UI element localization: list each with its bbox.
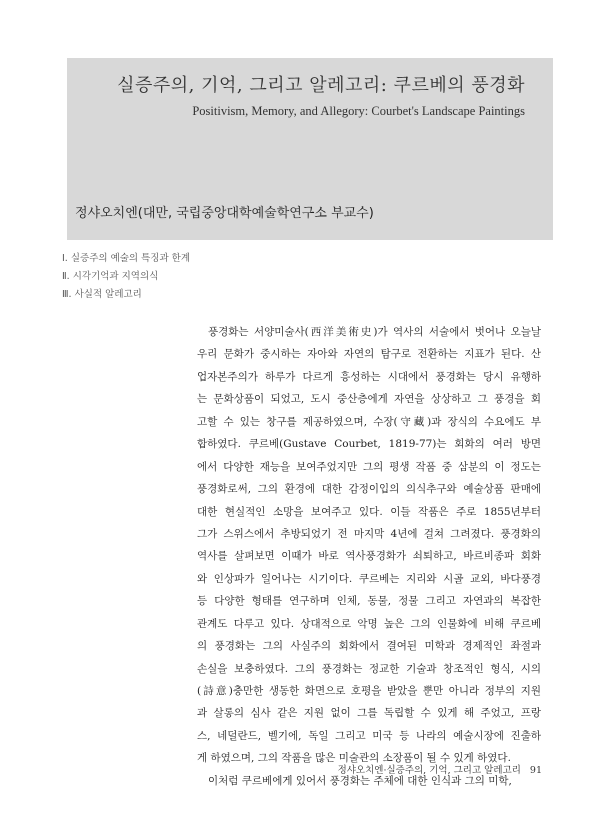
body-line: 관계도 다루고 있다. 상대적으로 악명 높은 그의 인물화에 비해 쿠르베 bbox=[197, 617, 541, 630]
toc-item-3: Ⅲ. 사실적 알레고리 bbox=[62, 289, 142, 300]
body-line: 게 하였으며, 그의 작품을 많은 미술관의 소장품이 될 수 있게 하였다. bbox=[197, 752, 511, 765]
body-line: 합하였다. 쿠르베(Gustave Courbet, 1819-77)는 회화의 여러 방면 bbox=[197, 438, 541, 451]
author-byline: 정샤오치엔(대만, 국립중앙대학예술학연구소 부교수) bbox=[75, 206, 374, 221]
body-line: 역사를 살펴보면 이때가 바로 역사풍경화가 쇠퇴하고, 바르비종파 회화 bbox=[197, 550, 541, 563]
article-title-korean: 실증주의, 기억, 그리고 알레고리: 쿠르베의 풍경화 bbox=[117, 75, 525, 96]
body-line: 는 문화상품이 되었고, 도시 중산층에게 자연을 상상하고 그 풍경을 회 bbox=[197, 393, 541, 406]
body-line: 와 인상파가 일어나는 시기이다. 쿠르베는 지리와 시골 교외, 바다풍경 bbox=[197, 572, 541, 585]
table-of-contents bbox=[62, 250, 190, 304]
body-line: 손실을 보충하였다. 그의 풍경화는 정교한 기술과 창조적인 형식, 시의 bbox=[197, 662, 541, 675]
body-line: 업자본주의가 하루가 다르게 흥성하는 시대에서 풍경화는 당시 유행하 bbox=[197, 370, 541, 383]
page-number: 91 bbox=[529, 765, 542, 776]
body-line: 그가 스위스에서 추방되었기 전 마지막 4년에 걸쳐 그려졌다. 풍경화의 bbox=[197, 527, 541, 540]
body-line: 스, 네덜란드, 벨기에, 독일 그리고 미국 등 나라의 예술시장에 진출하 bbox=[197, 729, 541, 742]
article-title-english: Positivism, Memory, and Allegory: Courbet's Landscape Paintings bbox=[192, 104, 525, 118]
body-text bbox=[197, 321, 541, 792]
body-line: 우리 문화가 중시하는 자아와 자연의 탐구로 전환하는 지표가 된다. 산 bbox=[197, 348, 541, 361]
body-line: 이처럼 쿠르베에게 있어서 풍경화는 주체에 대한 인식과 그의 미학, bbox=[208, 774, 512, 787]
body-line: 의 풍경화는 그의 사실주의 회화에서 결여된 미학과 경제적인 좌절과 bbox=[197, 640, 541, 653]
body-line: 과 살롱의 심사 같은 지원 없이 그를 독립할 수 있게 해 주었고, 프랑 bbox=[197, 707, 541, 720]
toc-item-2: Ⅱ. 시각기억과 지역의식 bbox=[62, 271, 159, 282]
body-line: (詩意)충만한 생동한 화면으로 호평을 받았을 뿐만 아니라 정부의 지원 bbox=[197, 685, 541, 697]
title-header-band bbox=[67, 58, 553, 240]
body-line: 풍경화는 서양미술사(西洋美術史)가 역사의 서술에서 벗어나 오늘날 bbox=[208, 326, 541, 338]
body-line: 풍경화로써, 그의 환경에 대한 감정이입의 의식추구와 예술상품 판매에 bbox=[197, 483, 541, 496]
body-line: 등 다양한 형태를 연구하며 인체, 동물, 정물 그리고 자연과의 복잡한 bbox=[197, 595, 541, 608]
page-footer bbox=[338, 762, 542, 776]
toc-item-1: Ⅰ. 실증주의 예술의 특징과 한계 bbox=[62, 253, 191, 264]
running-head: 정샤오치엔·실증주의, 기억, 그리고 알레고리 bbox=[337, 765, 521, 776]
body-line: 에서 다양한 재능을 보여주었지만 그의 평생 작품 중 삼분의 이 정도는 bbox=[197, 460, 541, 473]
body-line: 고할 수 있는 창구를 제공하였으며, 수장(守藏)과 장식의 수요에도 부 bbox=[197, 415, 541, 428]
body-line: 대한 현실적인 소망을 보여주고 있다. 이들 작품은 주로 1855년부터 bbox=[197, 505, 541, 518]
